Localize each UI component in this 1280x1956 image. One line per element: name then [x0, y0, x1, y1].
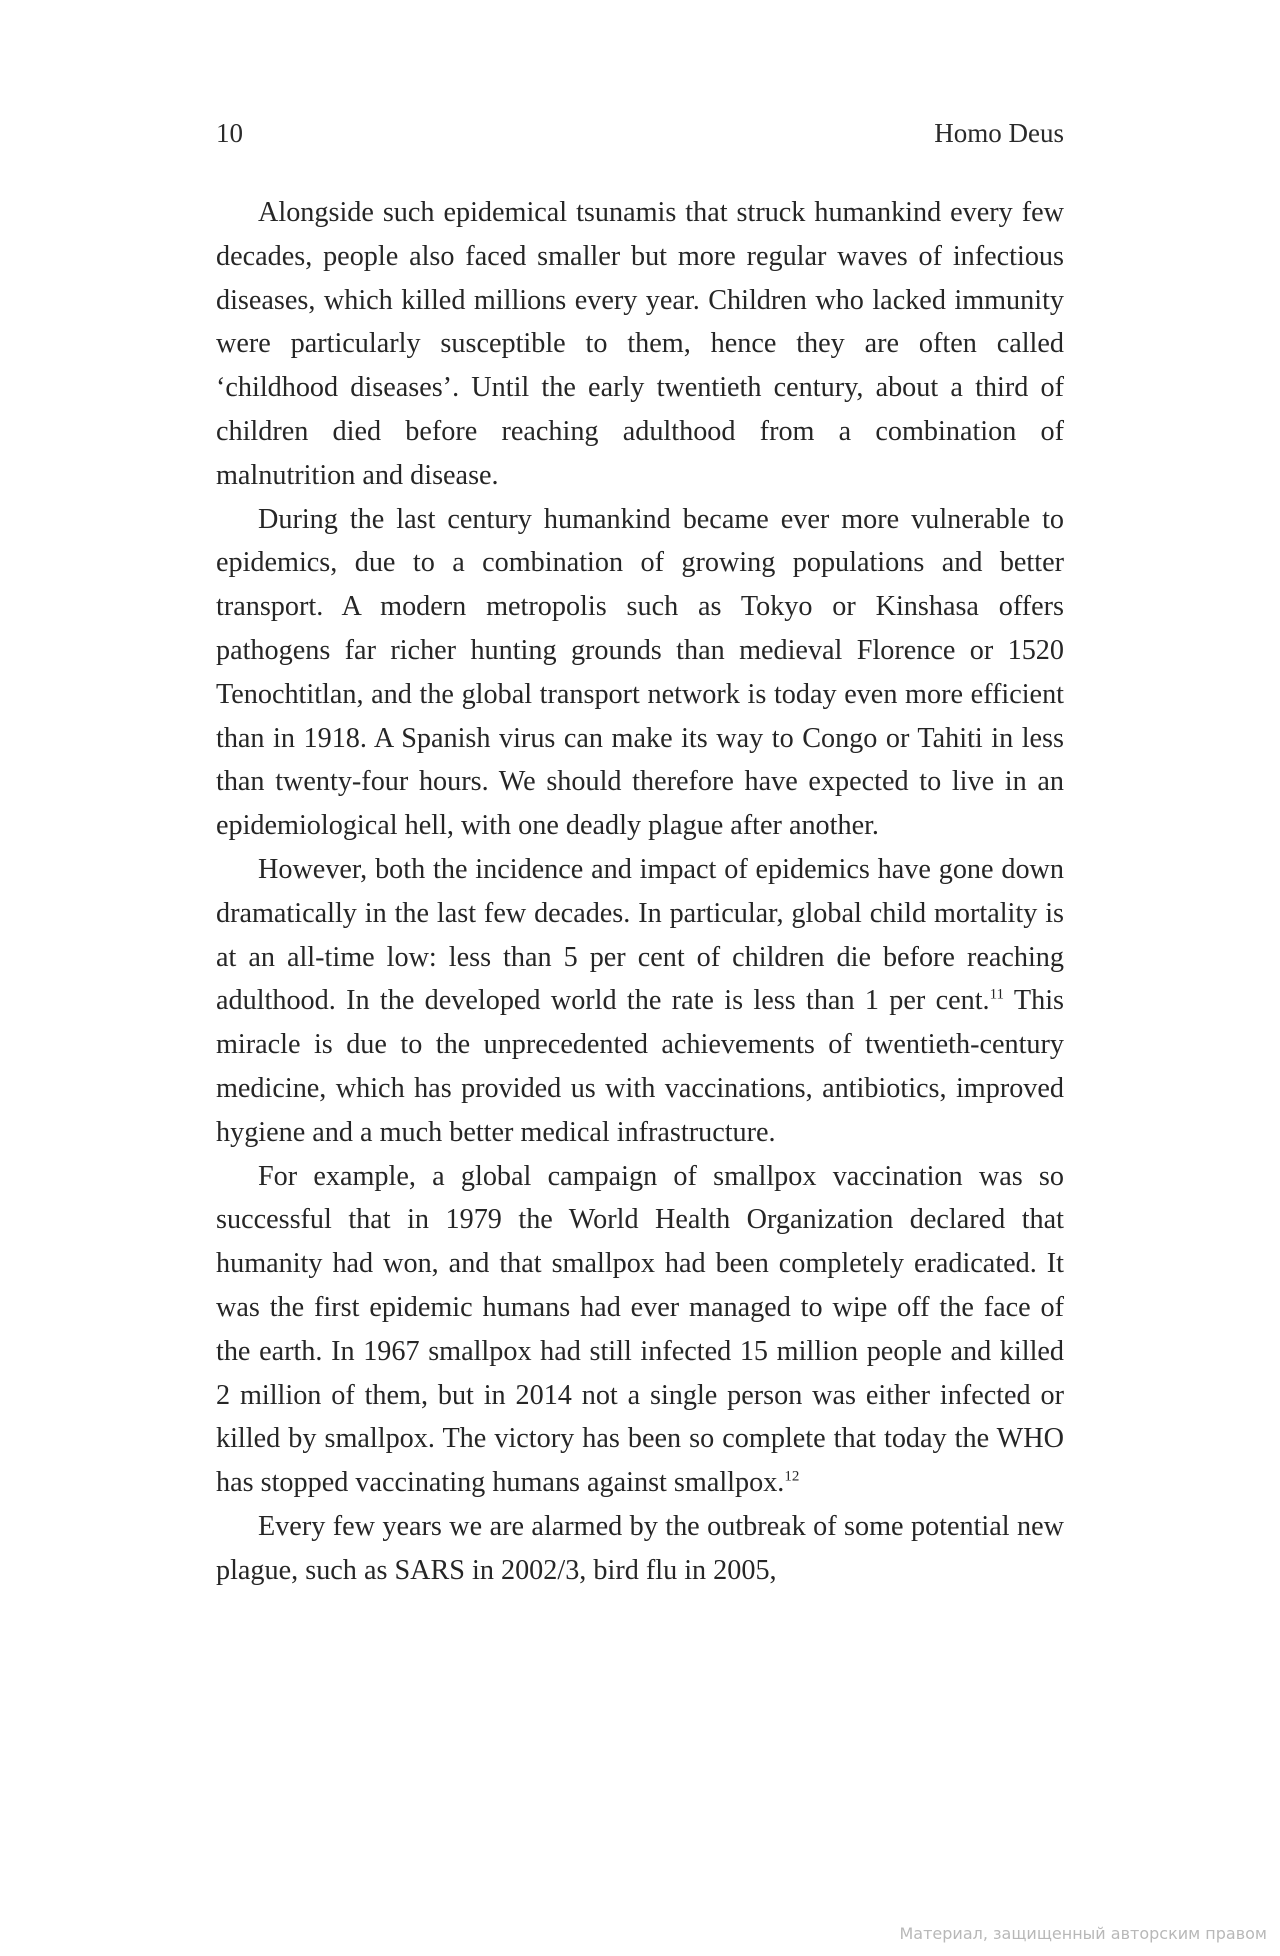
body-text: [216, 191, 1064, 1593]
paragraph-1: [216, 191, 1064, 498]
footnote-ref-11: 11: [989, 986, 1005, 1003]
paragraph-1-text: Alongside such epidemical tsunamis that struck humankind every few decades, people also faced smaller but more regular waves of infectious diseases, which killed millions every year. Children who lacked immunity were particularly susceptible to them, hence they are often called ‘childhood diseases’. Until the early twentieth century, about a third of children died before reaching adulthood from a combination of malnutrition and disease.: [216, 197, 1064, 491]
book-title: Homo Deus: [934, 118, 1064, 148]
paragraph-3: [216, 848, 1064, 1155]
running-head: [216, 113, 1064, 153]
paragraph-4: [216, 1155, 1064, 1505]
page-number: 10: [216, 118, 243, 148]
paragraph-3-text-before-note: However, both the incidence and impact of epidemics have gone down dramatically in the last few decades. In particular, global child mortality is at an all-time low: less than 5 per cent of children die before reaching adulthood. In the developed world the rate is less than 1 per cent.: [216, 853, 1064, 1017]
copyright-watermark: Материал, защищенный авторским правом: [899, 1924, 1267, 1943]
paragraph-5: [216, 1505, 1064, 1593]
paragraph-4-text: For example, a global campaign of smallpox vaccination was so successful that in 1979 the World Health Organization declared that humanity had won, and that smallpox had been completely eradicated. It was the first epidemic humans had ever managed to wipe off the face of the earth. In 1967 smallpox had still infected 15 million people and killed 2 million of them, but in 2014 not a single person was either infected or killed by smallpox. The victory has been so complete that today the WHO has stopped vaccinating humans against smallpox.: [216, 1160, 1064, 1499]
paragraph-2: [216, 498, 1064, 848]
paragraph-2-text: During the last century humankind became ever more vulnerable to epidemics, due to a combination of growing populations and better transport. A modern metropolis such as Tokyo or Kinshasa offers pathogens far richer hunting grounds than medieval Florence or 1520 Tenochtitlan, and the global transport network is today even more efficient than in 1918. A Spanish virus can make its way to Congo or Tahiti in less than twenty-four hours. We should therefore have expected to live in an epidemiological hell, with one deadly plague after another.: [216, 503, 1064, 842]
paragraph-5-text: Every few years we are alarmed by the outbreak of some potential new plague, such as SARS in 2002/3, bird flu in 2005,: [216, 1510, 1064, 1586]
footnote-ref-12: 12: [784, 1468, 800, 1485]
paragraph-3-text-after-note: This miracle is due to the unprecedented achievements of twentieth-century medicine, which has provided us with vaccinations, antibiotics, improved hygiene and a much better medical infrastructure.: [216, 985, 1064, 1148]
